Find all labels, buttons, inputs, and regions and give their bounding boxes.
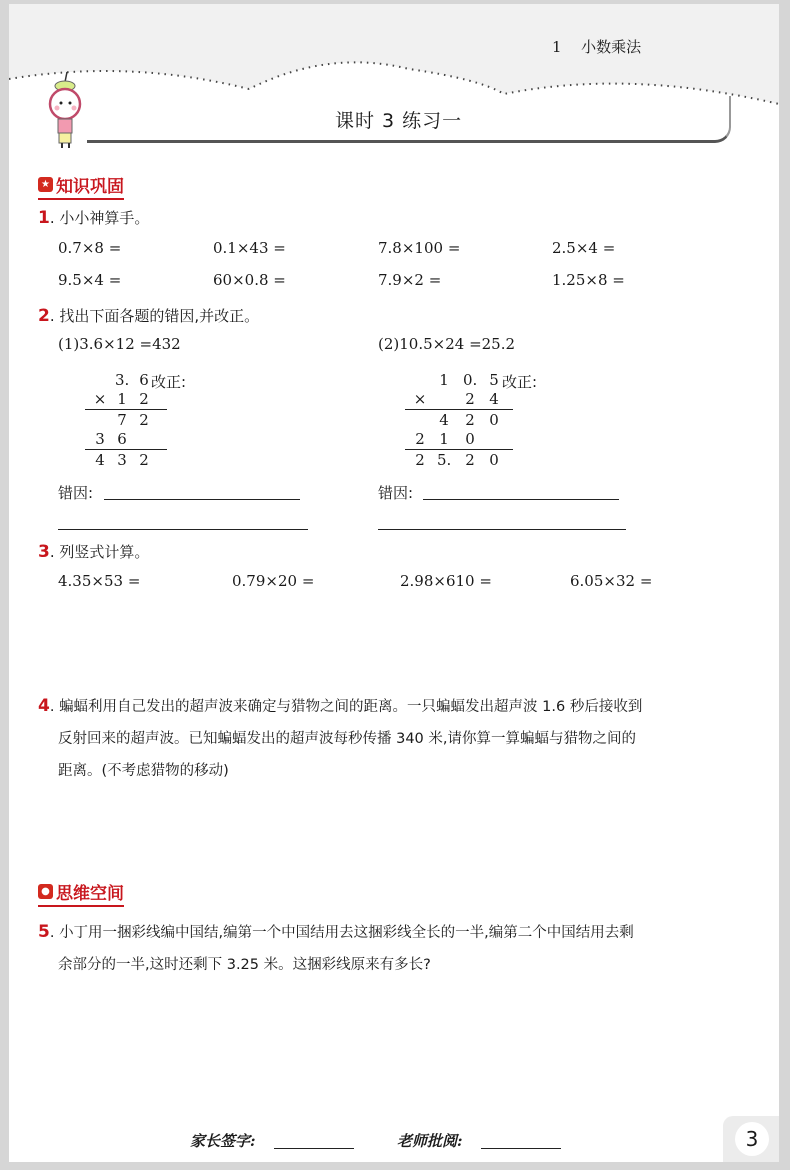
digit: 0 xyxy=(489,411,499,429)
q1-item: 1.25×8 = xyxy=(552,271,625,289)
parent-sign-label: 家长签字: xyxy=(190,1132,256,1150)
q1-item: 2.5×4 = xyxy=(552,239,616,257)
question-line: 蝙蝠利用自己发出的超声波来确定与猎物之间的距离。一只蝙蝠发出超声波 1.6 秒后接收到 xyxy=(59,699,643,715)
digit: 2 xyxy=(465,411,475,429)
q3-item: 6.05×32 = xyxy=(570,572,653,590)
q3-item: 0.79×20 = xyxy=(232,572,315,590)
digit: × xyxy=(413,390,427,408)
question-2-heading: 2. 找出下面各题的错因,并改正。 xyxy=(38,306,260,326)
parent-signature-line[interactable] xyxy=(274,1148,354,1149)
teacher-review-line[interactable] xyxy=(481,1148,561,1149)
digit: 2 xyxy=(465,451,475,469)
digit: 2 xyxy=(139,390,149,408)
lesson-title: 课时 3 练习一 xyxy=(335,110,463,132)
page-number-tab xyxy=(723,1116,779,1162)
question-line: 余部分的一半,这时还剩下 3.25 米。这捆彩线原来有多长? xyxy=(58,957,431,973)
digit: 2 xyxy=(415,451,425,469)
q2-part2-reason-answer-line-2[interactable] xyxy=(378,529,626,530)
q2-part2-reason-label: 错因: xyxy=(378,484,414,502)
q2-part1-equation: (1)3.6×12 =432 xyxy=(58,335,181,353)
digit: 1 xyxy=(117,390,127,408)
question-5: 5. 小丁用一捆彩线编中国结,编第一个中国结用去这捆彩线全长的一半,编第二个中国结用去剩 余部分的一半,这时还剩下 3.25 米。这捆彩线原来有多长? xyxy=(38,916,634,981)
page-number: 3 xyxy=(735,1122,769,1156)
question-3-heading: 3. 列竖式计算。 xyxy=(38,542,150,562)
lightbulb-icon: ● xyxy=(38,884,53,899)
calc-rule xyxy=(405,409,513,410)
q1-item: 0.7×8 = xyxy=(58,239,122,257)
q3-item: 4.35×53 = xyxy=(58,572,141,590)
digit: 4 xyxy=(95,451,105,469)
calc-rule xyxy=(85,449,167,450)
digit: 0 xyxy=(489,451,499,469)
chapter-title: 小数乘法 xyxy=(581,38,642,56)
digit: 1 xyxy=(439,371,449,389)
question-number: 3 xyxy=(38,542,50,562)
q2-part2-equation: (2)10.5×24 =25.2 xyxy=(378,335,516,353)
digit: 2 xyxy=(139,451,149,469)
digit: 3. xyxy=(115,371,130,389)
digit: 5. xyxy=(437,451,452,469)
digit: 0. xyxy=(463,371,478,389)
q2-part1-reason-answer-line-2[interactable] xyxy=(58,529,308,530)
q1-item: 60×0.8 = xyxy=(213,271,286,289)
digit: 6 xyxy=(139,371,149,389)
digit: × xyxy=(93,390,107,408)
q1-item: 7.9×2 = xyxy=(378,271,442,289)
question-4: 4. 蝙蝠利用自己发出的超声波来确定与猎物之间的距离。一只蝙蝠发出超声波 1.6 秒后接收到 反射回来的超声波。已知蝙蝠发出的超声波每秒传播 340 米,请你算一算蝙蝠与猎物之间的 距离。(不考虑猎物的移动) xyxy=(38,690,642,787)
digit: 3 xyxy=(117,451,127,469)
question-prompt: 找出下面各题的错因,并改正。 xyxy=(59,307,260,325)
digit: 0 xyxy=(465,430,475,448)
q3-item: 2.98×610 = xyxy=(400,572,492,590)
section-thinking-header xyxy=(38,879,124,907)
q2-part2-correction-label: 改正: xyxy=(502,373,538,391)
q1-item: 0.1×43 = xyxy=(213,239,286,257)
digit: 6 xyxy=(117,430,127,448)
chapter-header xyxy=(552,36,641,57)
question-number: 1 xyxy=(38,208,50,228)
star-icon: ★ xyxy=(38,177,53,192)
calc-rule xyxy=(85,409,167,410)
digit: 5 xyxy=(489,371,499,389)
question-line: 反射回来的超声波。已知蝙蝠发出的超声波每秒传播 340 米,请你算一算蝙蝠与猎物之间的 xyxy=(58,731,636,747)
digit: 1 xyxy=(439,430,449,448)
question-prompt: 列竖式计算。 xyxy=(59,543,150,561)
digit: 2 xyxy=(465,390,475,408)
q2-part2-reason-answer-line[interactable] xyxy=(423,499,619,500)
mascot-illustration xyxy=(43,70,93,150)
section-thinking-label: 思维空间 xyxy=(56,884,124,904)
question-prompt: 小小神算手。 xyxy=(59,209,150,227)
q1-item: 9.5×4 = xyxy=(58,271,122,289)
section-consolidate-label: 知识巩固 xyxy=(56,177,124,197)
digit: 7 xyxy=(117,411,127,429)
teacher-review-label: 老师批阅: xyxy=(397,1132,463,1150)
question-1-heading: 1. 小小神算手。 xyxy=(38,208,150,228)
q2-part1-reason-label: 错因: xyxy=(58,484,94,502)
question-number: 5 xyxy=(38,922,50,942)
question-number: 2 xyxy=(38,306,50,326)
digit: 4 xyxy=(439,411,449,429)
digit: 2 xyxy=(139,411,149,429)
digit: 4 xyxy=(489,390,499,408)
question-line: 小丁用一捆彩线编中国结,编第一个中国结用去这捆彩线全长的一半,编第二个中国结用去剩 xyxy=(59,925,634,941)
worksheet-page xyxy=(9,4,779,1162)
digit: 3 xyxy=(95,430,105,448)
q1-item: 7.8×100 = xyxy=(378,239,461,257)
chapter-number: 1 xyxy=(552,38,562,56)
section-consolidate-header xyxy=(38,172,124,200)
q2-part1-correction-label: 改正: xyxy=(151,373,187,391)
calc-rule xyxy=(405,449,513,450)
digit: 2 xyxy=(415,430,425,448)
question-number: 4 xyxy=(38,696,50,716)
question-line: 距离。(不考虑猎物的移动) xyxy=(58,763,229,779)
q2-part1-reason-answer-line[interactable] xyxy=(104,499,300,500)
